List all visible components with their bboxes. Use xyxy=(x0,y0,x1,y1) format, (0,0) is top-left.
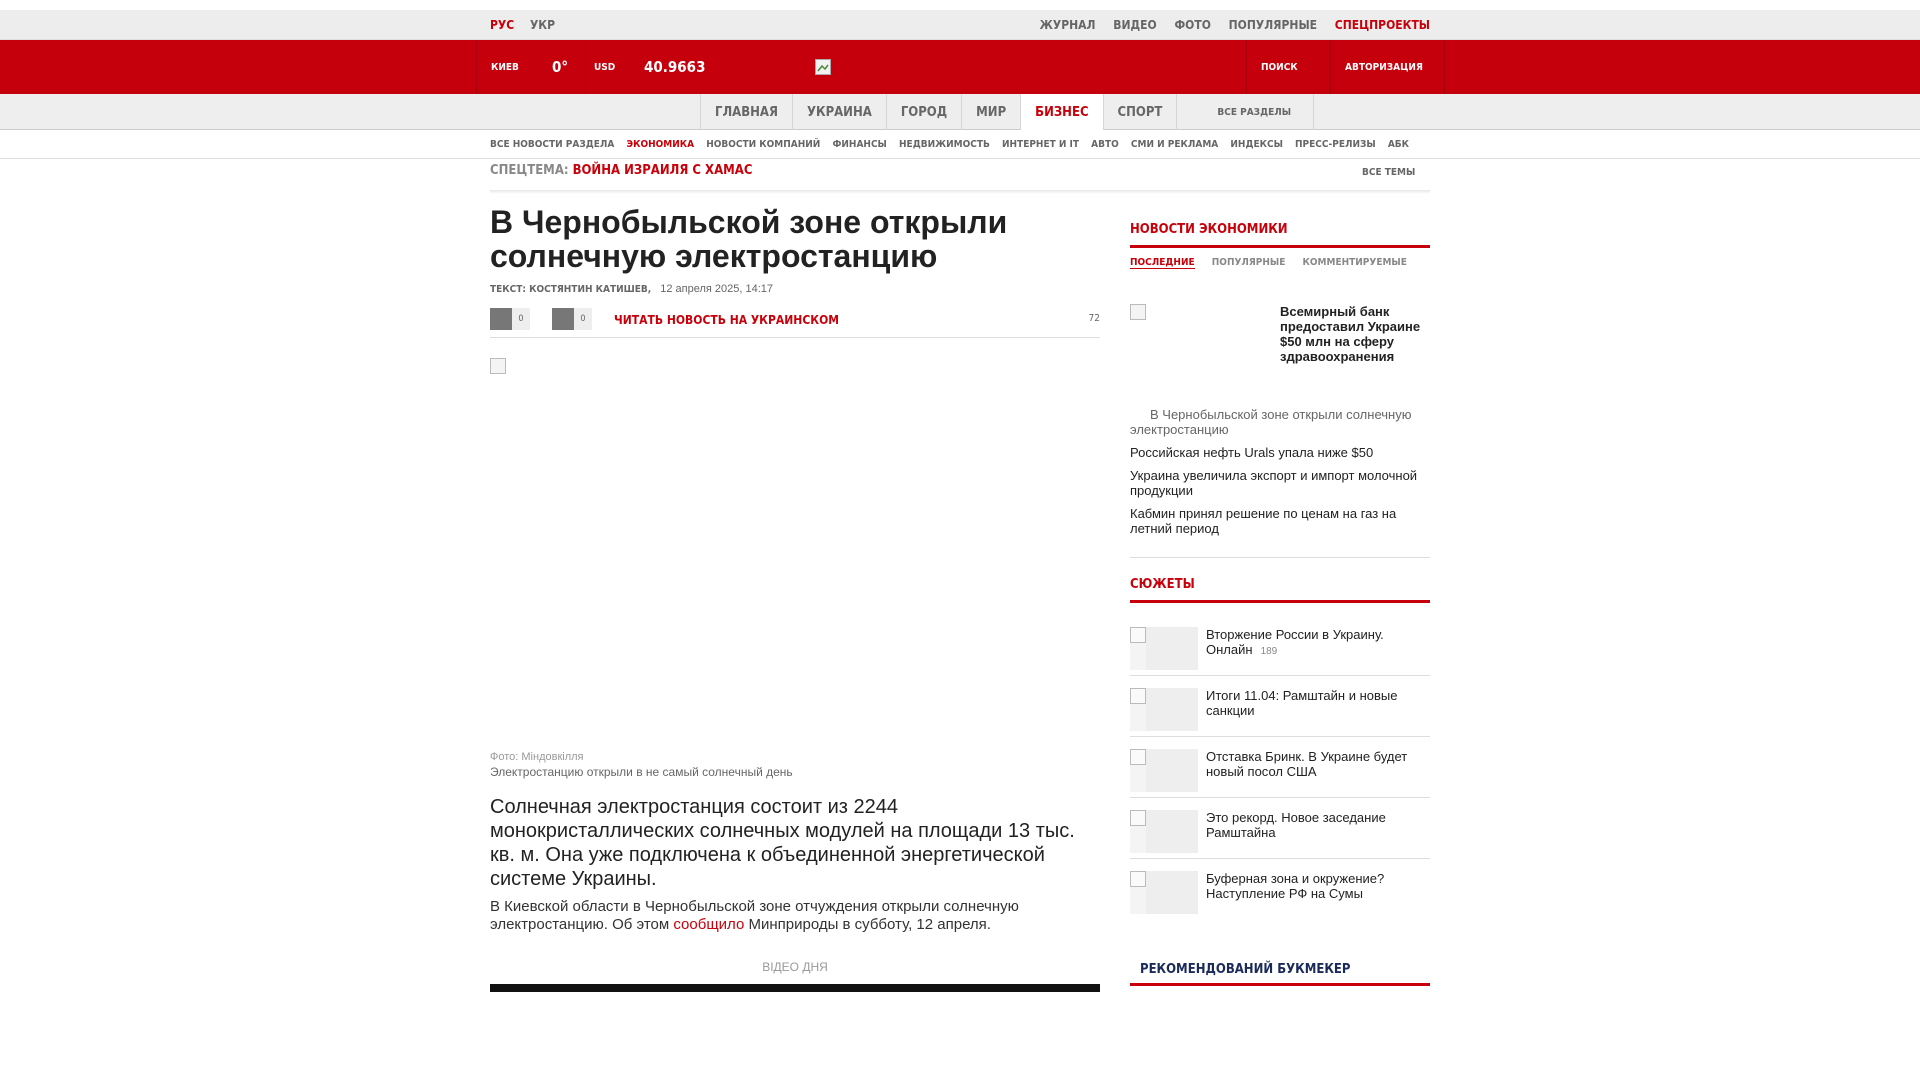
toplink-video[interactable]: ВИДЕО xyxy=(1113,18,1157,32)
divider xyxy=(1130,557,1430,558)
video-of-day-label: ВІДЕО ДНЯ xyxy=(762,960,828,974)
top-news-item[interactable] xyxy=(1130,304,1430,374)
sidebar xyxy=(1130,222,1430,977)
story-title[interactable]: Это рекорд. Новое заседание Рамштайна xyxy=(1206,810,1386,840)
site-header xyxy=(0,40,1920,94)
subnav-abk[interactable]: АБК xyxy=(1387,139,1410,150)
toplink-special-projects[interactable]: СПЕЦПРОЕКТЫ xyxy=(1334,18,1430,32)
views-count: 72 xyxy=(1088,313,1100,324)
article-headline: В Чернобыльской зоне открыли солнечную электростанцию xyxy=(490,204,1008,274)
top-links xyxy=(1026,18,1430,32)
special-theme-link[interactable]: ВОЙНА ИЗРАИЛЯ С ХАМАС xyxy=(572,163,753,178)
article-byline xyxy=(490,283,1100,295)
story-title[interactable]: Буферная зона и окружение? Наступление РФ на Сумы xyxy=(1206,871,1385,901)
nav-business[interactable]: БИЗНЕС xyxy=(1020,94,1102,130)
article-body xyxy=(490,898,1100,934)
video-player[interactable] xyxy=(490,984,1100,992)
facebook-icon xyxy=(490,308,512,330)
special-theme-label: СПЕЦТЕМА: xyxy=(490,163,569,178)
photo-caption: Электростанцию открыли в не самый солнечный день xyxy=(490,765,793,779)
language-switcher xyxy=(490,18,567,32)
story-thumbnail xyxy=(1130,810,1198,853)
subnav-media-ads[interactable]: СМИ И РЕКЛАМА xyxy=(1130,139,1219,150)
subnav-auto[interactable]: АВТО xyxy=(1091,139,1119,150)
story-thumbnail xyxy=(1130,688,1198,731)
story-item[interactable] xyxy=(1130,615,1430,676)
story-title[interactable]: Вторжение России в Украину. Онлайн xyxy=(1206,627,1384,657)
article xyxy=(490,204,1100,974)
divider xyxy=(490,190,1430,194)
bookmaker-title: РЕКОМЕНДОВАНИЙ БУКМЕКЕР xyxy=(1140,962,1351,977)
telegram-icon xyxy=(552,308,574,330)
nav-all-sections[interactable]: ВСЕ РАЗДЕЛЫ xyxy=(1176,94,1314,130)
news-tabs xyxy=(1130,257,1430,268)
subnav-indexes[interactable]: ИНДЕКСЫ xyxy=(1230,139,1283,150)
nav-city[interactable]: ГОРОД xyxy=(886,94,961,130)
subnav-internet-it[interactable]: ИНТЕРНЕТ И IT xyxy=(1002,139,1080,150)
news-thumbnail xyxy=(1130,304,1146,320)
subnav-company-news[interactable]: НОВОСТИ КОМПАНИЙ xyxy=(706,139,821,150)
divider xyxy=(1130,983,1430,986)
currency-rate: 40.9663 xyxy=(644,58,706,76)
nav-main[interactable]: ГЛАВНАЯ xyxy=(700,94,792,130)
divider xyxy=(1130,245,1430,248)
article-lead: Солнечная электростанция состоит из 2244 монокристаллических солнечных модулей на площади 13 тыс. кв. м. Она уже подключена к объединенной энергетической системе Украины. xyxy=(490,796,1075,890)
story-item[interactable] xyxy=(1130,676,1430,737)
source-link[interactable]: сообщило xyxy=(673,916,745,933)
weather-city[interactable]: КИЕВ xyxy=(476,40,586,94)
weather-temperature: 0° xyxy=(552,58,569,76)
tab-commented[interactable]: КОММЕНТИРУЕМЫЕ xyxy=(1302,257,1407,268)
story-thumbnail xyxy=(1130,749,1198,792)
share-telegram-button[interactable] xyxy=(552,308,592,330)
story-title[interactable]: Отставка Бринк. В Украине будет новый посол США xyxy=(1206,749,1408,779)
share-row xyxy=(490,308,1100,338)
news-list xyxy=(1130,407,1430,544)
stories-title[interactable]: СЮЖЕТЫ xyxy=(1130,577,1195,592)
currency-label[interactable]: USD xyxy=(585,40,645,94)
article-author[interactable]: ТЕКСТ: КОСТЯНТИН КАТИШЕВ, xyxy=(490,284,652,295)
site-logo[interactable] xyxy=(815,40,831,94)
login-button[interactable]: АВТОРИЗАЦИЯ xyxy=(1330,40,1445,94)
share-facebook-button[interactable] xyxy=(490,308,530,330)
story-thumbnail xyxy=(1130,627,1198,670)
subnav-press-releases[interactable]: ПРЕСС-РЕЛИЗЫ xyxy=(1295,139,1376,150)
story-item[interactable] xyxy=(1130,737,1430,798)
list-item[interactable]: В Чернобыльской зоне открыли солнечную электростанцию xyxy=(1130,407,1412,437)
all-themes-link[interactable]: ВСЕ ТЕМЫ xyxy=(1362,167,1416,178)
story-title[interactable]: Итоги 11.04: Рамштайн и новые санкции xyxy=(1206,688,1398,718)
tab-latest[interactable]: ПОСЛЕДНИЕ xyxy=(1130,257,1195,268)
body-text-end: Минприроды в субботу, 12 апреля. xyxy=(744,916,991,933)
list-item[interactable]: Кабмин принял решение по ценам на газ на летний период xyxy=(1130,506,1397,536)
article-photo[interactable] xyxy=(490,358,506,374)
top-news-title[interactable]: Всемирный банк предоставил Украине $50 млн на сферу здравоохранения xyxy=(1280,304,1421,364)
share-count: 0 xyxy=(574,308,592,330)
top-strip xyxy=(0,10,1920,40)
read-in-ukrainian-link[interactable]: ЧИТАТЬ НОВОСТЬ НА УКРАИНСКОМ xyxy=(614,313,840,327)
toplink-photo[interactable]: ФОТО xyxy=(1174,18,1211,32)
economy-news-title[interactable]: НОВОСТИ ЭКОНОМИКИ xyxy=(1130,222,1288,237)
story-item[interactable] xyxy=(1130,859,1430,920)
list-item[interactable]: Российская нефть Urals упала ниже $50 xyxy=(1130,445,1374,460)
sub-nav xyxy=(0,130,1920,159)
share-count: 0 xyxy=(512,308,530,330)
nav-ukraine[interactable]: УКРАИНА xyxy=(792,94,886,130)
nav-sport[interactable]: СПОРТ xyxy=(1103,94,1177,130)
subnav-finance[interactable]: ФИНАНСЫ xyxy=(832,139,887,150)
body-text-start: В Киевской области в Чернобыльской зоне отчуждения открыли солнечную электростанцию. Об этом xyxy=(490,898,1019,933)
subnav-economy[interactable]: ЭКОНОМИКА xyxy=(626,139,695,150)
tab-popular[interactable]: ПОПУЛЯРНЫЕ xyxy=(1211,257,1286,268)
lang-ua-link[interactable]: УКР xyxy=(529,18,555,32)
special-theme xyxy=(490,163,752,178)
lang-ru-link[interactable]: РУС xyxy=(490,18,515,32)
main-nav xyxy=(0,94,1920,130)
toplink-popular[interactable]: ПОПУЛЯРНЫЕ xyxy=(1228,18,1317,32)
story-item[interactable] xyxy=(1130,798,1430,859)
search-button[interactable]: ПОИСК xyxy=(1246,40,1330,94)
divider xyxy=(1130,600,1430,603)
article-date: 12 апреля 2025, 14:17 xyxy=(660,283,773,295)
story-thumbnail xyxy=(1130,871,1198,914)
stories-section xyxy=(1130,577,1430,920)
nav-world[interactable]: МИР xyxy=(961,94,1020,130)
subnav-all-news[interactable]: ВСЕ НОВОСТИ РАЗДЕЛА xyxy=(490,139,615,150)
toplink-journal[interactable]: ЖУРНАЛ xyxy=(1039,18,1096,32)
photo-credit: Фото: Міндовкілля xyxy=(490,751,584,763)
story-count: 189 xyxy=(1260,646,1278,657)
subnav-real-estate[interactable]: НЕДВИЖИМОСТЬ xyxy=(899,139,990,150)
list-item[interactable]: Украина увеличила экспорт и импорт молочной продукции xyxy=(1130,468,1418,498)
bookmaker-section xyxy=(1130,962,1430,986)
